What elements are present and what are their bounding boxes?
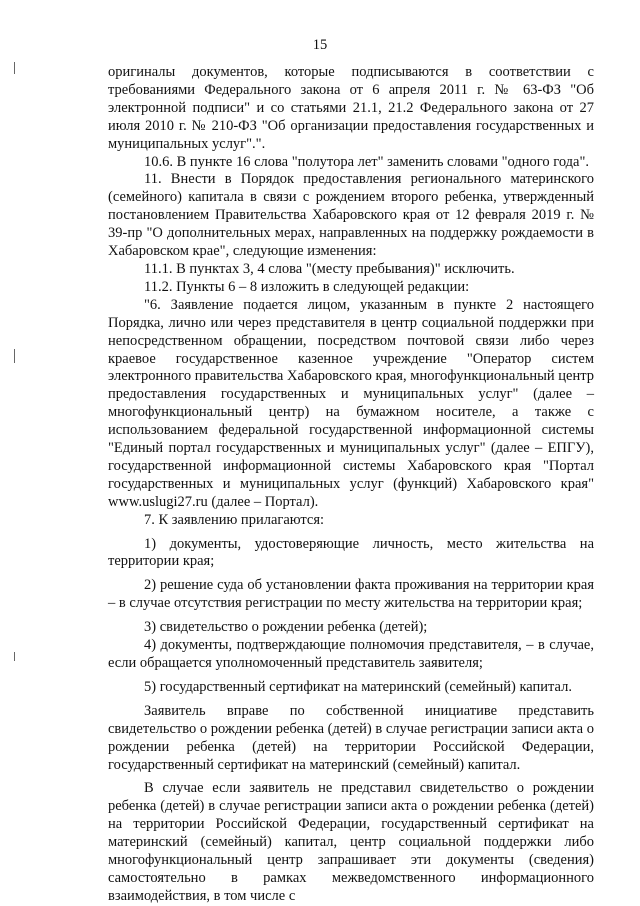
paragraph-6: "6. Заявление подается лицом, указанным в пункте 2 настоящего Порядка, лично или через представителя в центр социальной поддержки при непосредственном обращении, посредством почтовой связи либо через краевое государственное казенное учреждение "Оператор систем электронного правительства Хабаровского края, многофункциональный центр предоставления государственных и муниципальных услуг" (далее – многофункциональный центр) на бумажном носителе, а также с использованием федеральной государственной информационной системы "Единый портал государственных и муниципальных услуг" (далее – ЕПГУ), государственной информационной системы Хабаровского края "Портал государственных и муниципальных услуг (функций) Хабаровского края" www.uslugi27.ru (далее – Портал).: [108, 296, 594, 510]
list-item-5: 5) государственный сертификат на материнский (семейный) капитал.: [144, 678, 572, 695]
list-item-2: 2) решение суда об установлении факта проживания на территории края – в случае отсутствия регистрации по месту жительства на территории края;: [108, 577, 594, 612]
document-body: [108, 64, 594, 906]
scan-margin-mark: [14, 349, 15, 363]
paragraph-applicant-right: Заявитель вправе по собственной инициативе представить свидетельство о рождении ребенка (детей) в случае регистрации записи акта о рождении ребенка (детей) на территории Российской Федерации, государственный сертификат на материнский (семейный) капитал.: [108, 702, 594, 773]
scan-margin-mark: [14, 652, 15, 661]
scan-margin-mark: [14, 62, 15, 74]
paragraph-continuation: оригиналы документов, которые подписываются в соответствии с требованиями Федерального закона от 6 апреля 2011 г. № 63-ФЗ "Об электронной подписи" и со статьями 21.1, 21.2 Федерального закона от 27 июля 2010 г. № 210-ФЗ "Об организации предоставления государственных и муниципальных услуг".".: [108, 64, 594, 152]
paragraph-7: 7. К заявлению прилагаются:: [144, 511, 325, 528]
paragraph-10-6: 10.6. В пункте 16 слова "полутора лет" заменить словами "одного года".: [144, 153, 590, 170]
paragraph-11-1: 11.1. В пунктах 3, 4 слова "(месту пребывания)" исключить.: [144, 260, 515, 277]
paragraph-11-2: 11.2. Пункты 6 – 8 изложить в следующей редакции:: [144, 278, 470, 295]
paragraph-interagency-request: В случае если заявитель не представил свидетельство о рождении ребенка (детей) в случае регистрации записи акта о рождении ребенка (детей) на территории Российской Федерации, государственный сертификат на материнский (семейный) капитал, центр социальной поддержки либо многофункциональный центр запрашивает эти документы (сведения) самостоятельно в рамках межведомственного информационного взаимодействия, в том числе с: [108, 780, 594, 904]
list-item-1: 1) документы, удостоверяющие личность, место жительства на территории края;: [108, 535, 594, 570]
list-item-4: 4) документы, подтверждающие полномочия представителя, – в случае, если обращается уполномоченный представитель заявителя;: [108, 637, 594, 671]
list-item-3: 3) свидетельство о рождении ребенка (детей);: [144, 619, 428, 636]
page-number: 15: [312, 37, 328, 53]
paragraph-11: 11. Внести в Порядок предоставления регионального материнского (семейного) капитала в связи с рождением второго ребенка, утвержденный постановлением Правительства Хабаровского края от 12 февраля 2019 г. № 39-пр "О дополнительных мерах, направленных на поддержку рождаемости в Хабаровском крае", следующие изменения:: [108, 171, 594, 260]
